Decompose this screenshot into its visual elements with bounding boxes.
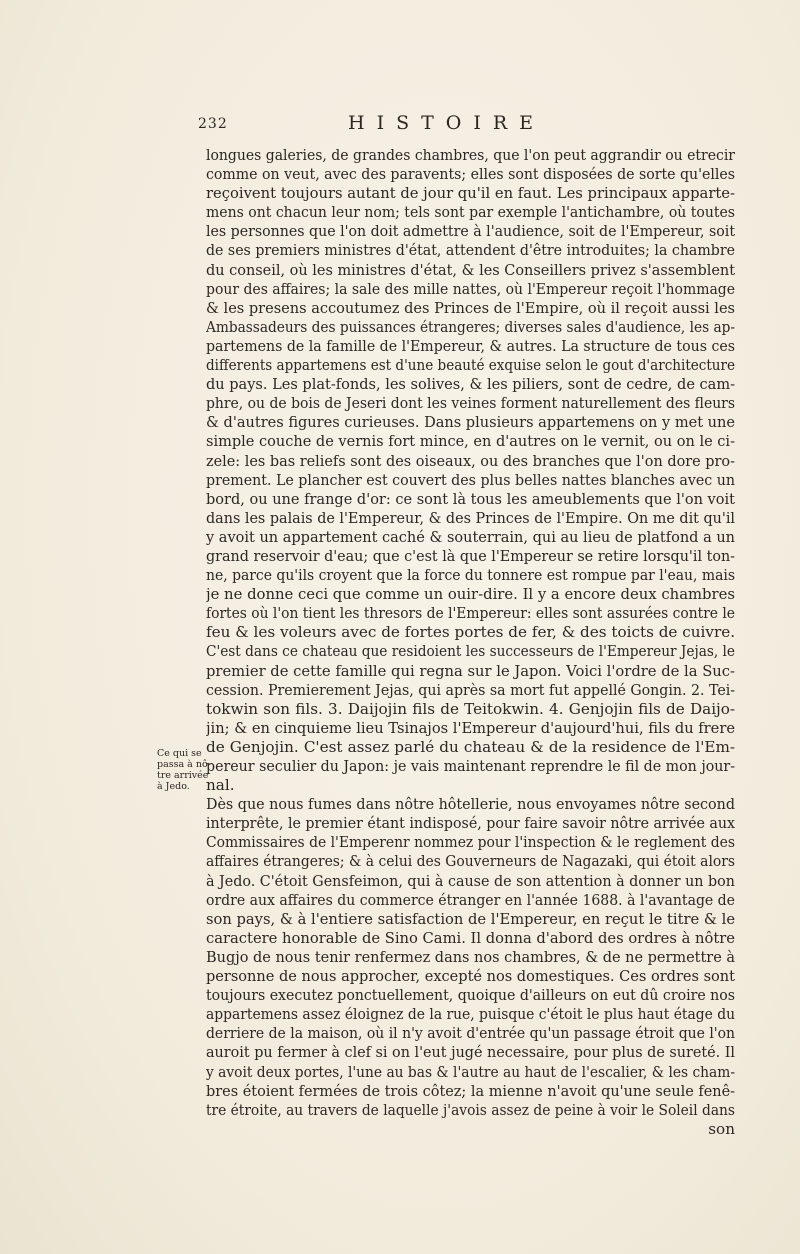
text-line: Commissaires de l'Emperenr nommez pour l'inspection & le reglement des <box>206 833 735 852</box>
text-line: differents appartemens est d'une beauté exquise selon le gout d'architecture <box>206 356 735 375</box>
text-line: phre, ou de bois de Jeseri dont les veines forment naturellement des fleurs <box>206 394 735 413</box>
text-line: personne de nous approcher, excepté nos domestiques. Ces ordres sont <box>206 967 735 986</box>
page-number: 232 <box>198 116 228 132</box>
text-line: Bugjo de nous tenir renfermez dans nos chambres, & de ne permettre à <box>206 947 735 966</box>
text-line: reçoivent toujours autant de jour qu'il en faut. Les principaux apparte- <box>206 184 735 203</box>
text-line: mens ont chacun leur nom; tels sont par exemple l'antichambre, où toutes <box>206 203 735 222</box>
text-line: auroit pu fermer à clef si on l'eut jugé necessaire, pour plus de sureté. Il <box>206 1043 735 1062</box>
text-line: grand reservoir d'eau; que c'est là que l'Empereur se retire lorsqu'il ton- <box>206 546 735 565</box>
text-line: jin; & en cinquieme lieu Tsinajos l'Empereur d'aujourd'hui, fils du frere <box>206 718 735 737</box>
text-line: fortes où l'on tient les thresors de l'Empereur: elles sont assurées contre le <box>206 604 735 623</box>
text-line: & les presens accoutumez des Princes de l'Empire, où il reçoit aussi les <box>206 298 735 317</box>
text-line: premier de cette famille qui regna sur le Japon. Voici l'ordre de la Suc- <box>206 661 735 680</box>
text-line: partemens de la famille de l'Empereur, & autres. La structure de tous ces <box>206 336 735 355</box>
text-line: ne, parce qu'ils croyent que la force du tonnere est rompue par l'eau, mais <box>206 566 735 585</box>
text-line: comme on veut, avec des paravents; elles sont disposées de sorte qu'elles <box>206 165 735 184</box>
text-line: les personnes que l'on doit admettre à l'audience, soit de l'Empereur, soit <box>206 222 735 241</box>
text-line: nal. <box>206 776 235 795</box>
text-line: tre étroite, au travers de laquelle j'avois assez de peine à voir le Soleil dans <box>206 1100 735 1119</box>
text-line: son <box>708 1119 735 1138</box>
text-line: y avoit un appartement caché & souterrain, qui au lieu de platfond a un <box>206 527 735 546</box>
text-line: de ses premiers ministres d'état, attendent d'être introduites; la chambre <box>206 241 735 260</box>
text-line: à Jedo. C'étoit Gensfeimon, qui à cause de son attention à donner un bon <box>206 871 735 890</box>
text-line: affaires étrangeres; & à celui des Gouverneurs de Nagazaki, qui étoit alors <box>206 852 735 871</box>
text-line: C'est dans ce chateau que residoient les successeurs de l'Empereur Jejas, le <box>206 642 735 661</box>
text-line: prement. Le plancher est couvert des plus belles nattes blanches avec un <box>206 470 735 489</box>
text-line: toujours executez ponctuellement, quoique d'ailleurs on eut dû croire nos <box>206 986 735 1005</box>
text-line: Dès que nous fumes dans nôtre hôtellerie, nous envoyames nôtre second <box>206 795 735 814</box>
text-line: bres étoient fermées de trois côtez; la mienne n'avoit qu'une seule fenê- <box>206 1081 735 1100</box>
text-line: interprête, le premier étant indisposé, pour faire savoir nôtre arrivée aux <box>206 814 735 833</box>
text-line: bord, ou une frange d'or: ce sont là tous les ameublements que l'on voit <box>206 489 735 508</box>
text-line: son pays, & à l'entiere satisfaction de l'Empereur, en reçut le titre & le <box>206 909 735 928</box>
text-line: caractere honorable de Sino Cami. Il donna d'abord des ordres à nôtre <box>206 928 735 947</box>
text-line: pour des affaires; la sale des mille nattes, où l'Empereur reçoit l'hommage <box>206 279 735 298</box>
text-line: pereur seculier du Japon: je vais maintenant reprendre le fil de mon jour- <box>206 757 735 775</box>
text-line: feu & les voleurs avec de fortes portes de fer, & des toicts de cuivre. <box>206 623 735 642</box>
margin-note-line: à Jedo. <box>157 781 190 792</box>
text-line: du conseil, où les ministres d'état, & les Conseillers privez s'assemblent <box>206 260 735 279</box>
text-line: zele: les bas reliefs sont des oiseaux, ou des branches que l'on dore pro- <box>206 451 735 470</box>
text-line: du pays. Les plat-fonds, les solives, & les piliers, sont de cedre, de cam- <box>206 375 735 394</box>
text-line: simple couche de vernis fort mince, en d'autres on le vernit, ou on le ci- <box>206 432 735 451</box>
margin-note <box>157 748 211 792</box>
running-title: HISTOIRE <box>348 112 546 134</box>
margin-note-line: Ce qui se <box>157 748 202 759</box>
text-line: de Genjojin. C'est assez parlé du chateau & de la residence de l'Em- <box>206 737 735 756</box>
text-line: je ne donne ceci que comme un ouir-dire. Il y a encore deux chambres <box>206 585 735 604</box>
text-line: longues galeries, de grandes chambres, que l'on peut aggrandir ou etrecir <box>206 146 735 164</box>
margin-note-line: tre arrivée <box>157 770 209 781</box>
text-line: Ambassadeurs des puissances étrangeres; diverses sales d'audience, les ap- <box>206 317 735 336</box>
text-line: tokwin son fils. 3. Daijojin fils de Teitokwin. 4. Genjojin fils de Daijo- <box>206 699 735 718</box>
text-line: y avoit deux portes, l'une au bas & l'autre au haut de l'escalier, & les cham- <box>206 1062 735 1081</box>
text-line: cession. Premierement Jejas, qui après sa mort fut appellé Gongin. 2. Tei- <box>206 680 735 699</box>
text-line: dans les palais de l'Empereur, & des Princes de l'Empire. On me dit qu'il <box>206 508 735 527</box>
text-line: ordre aux affaires du commerce étranger en l'année 1688. à l'avantage de <box>206 890 735 909</box>
text-line: derriere de la maison, où il n'y avoit d'entrée qu'un passage étroit que l'on <box>206 1024 735 1043</box>
text-line: appartemens assez éloignez de la rue, puisque c'étoit le plus haut étage du <box>206 1005 735 1024</box>
body-text <box>206 146 735 1139</box>
margin-note-line: passa à nô- <box>157 759 211 770</box>
text-line: & d'autres figures curieuses. Dans plusieurs appartemens on y met une <box>206 413 735 432</box>
